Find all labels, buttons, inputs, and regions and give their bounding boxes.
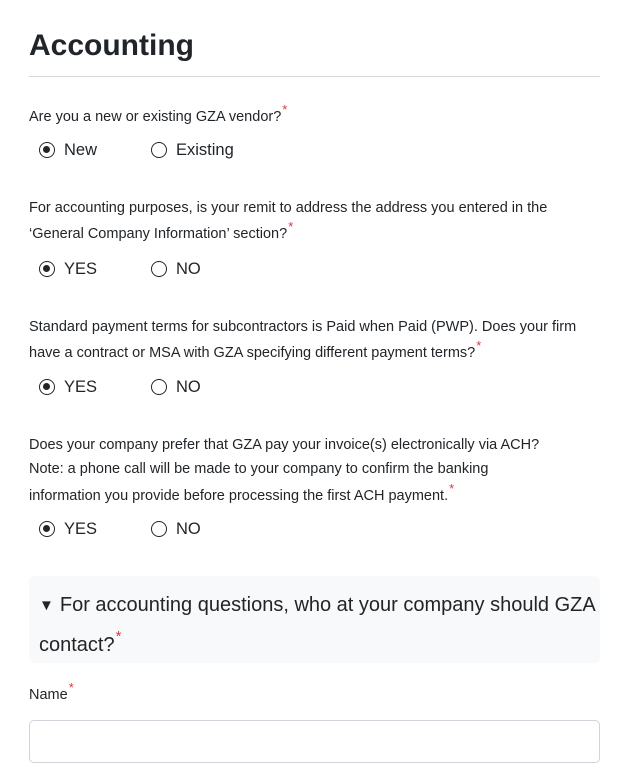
page-title: Accounting <box>29 29 194 62</box>
name-input[interactable] <box>29 720 600 763</box>
required-asterisk: * <box>282 102 288 117</box>
radio-button-no[interactable] <box>151 521 167 537</box>
question-text-line-3: information you provide before processing the first ACH payment. <box>29 488 449 504</box>
triangle-down-icon: ▼ <box>39 597 54 614</box>
question-text: Are you a new or existing GZA vendor? <box>29 109 282 125</box>
radio-button-new[interactable] <box>39 142 55 158</box>
vendor-status-radio-group <box>29 137 234 163</box>
radio-button-yes[interactable] <box>39 379 55 395</box>
ach-payment-yes-option[interactable] <box>39 520 151 539</box>
payment-terms-yes-option[interactable] <box>39 378 151 397</box>
required-asterisk: * <box>476 338 482 353</box>
required-asterisk: * <box>449 481 455 496</box>
radio-label: YES <box>64 259 98 278</box>
name-field-label <box>29 682 74 708</box>
radio-button-yes[interactable] <box>39 261 55 277</box>
accounting-contact-section-toggle[interactable] <box>29 576 600 663</box>
remit-address-question <box>29 195 600 247</box>
radio-button-no[interactable] <box>151 261 167 277</box>
radio-label: NO <box>176 259 201 278</box>
remit-address-no-option[interactable] <box>151 260 201 279</box>
required-asterisk: * <box>288 219 294 234</box>
radio-label: New <box>64 140 98 159</box>
remit-address-yes-option[interactable] <box>39 260 151 279</box>
payment-terms-no-option[interactable] <box>151 378 201 397</box>
question-text: For accounting purposes, is your remit to address the address you entered in the ‘General Company Information’ section? <box>29 200 548 242</box>
name-label-text: Name <box>29 687 68 703</box>
title-divider <box>29 76 600 77</box>
radio-label: YES <box>64 519 98 538</box>
question-text-line-2: Note: a phone call will be made to your company to confirm the banking <box>29 461 489 477</box>
question-text: Standard payment terms for subcontractors is Paid when Paid (PWP). Does your firm have a contract or MSA with GZA specifying different payment terms? <box>29 319 577 361</box>
payment-terms-question <box>29 314 600 366</box>
radio-label: YES <box>64 377 98 396</box>
radio-button-no[interactable] <box>151 379 167 395</box>
radio-button-existing[interactable] <box>151 142 167 158</box>
vendor-status-question <box>29 104 600 130</box>
ach-payment-question <box>29 433 600 511</box>
required-asterisk: * <box>115 628 122 645</box>
section-header-text: For accounting questions, who at your company should GZA contact? <box>39 594 595 656</box>
radio-button-yes[interactable] <box>39 521 55 537</box>
payment-terms-radio-group <box>29 374 201 400</box>
vendor-status-new-option[interactable] <box>39 141 151 160</box>
radio-label: NO <box>176 519 201 538</box>
required-asterisk: * <box>68 680 74 695</box>
accounting-form <box>29 0 600 703</box>
ach-payment-radio-group <box>29 516 201 542</box>
ach-payment-no-option[interactable] <box>151 520 201 539</box>
radio-label: NO <box>176 377 201 396</box>
vendor-status-existing-option[interactable] <box>151 141 234 160</box>
remit-address-radio-group <box>29 256 201 282</box>
question-text-line-1: Does your company prefer that GZA pay your invoice(s) electronically via ACH? <box>29 437 540 453</box>
accounting-contact-section-header <box>39 594 595 656</box>
radio-label: Existing <box>176 140 234 159</box>
